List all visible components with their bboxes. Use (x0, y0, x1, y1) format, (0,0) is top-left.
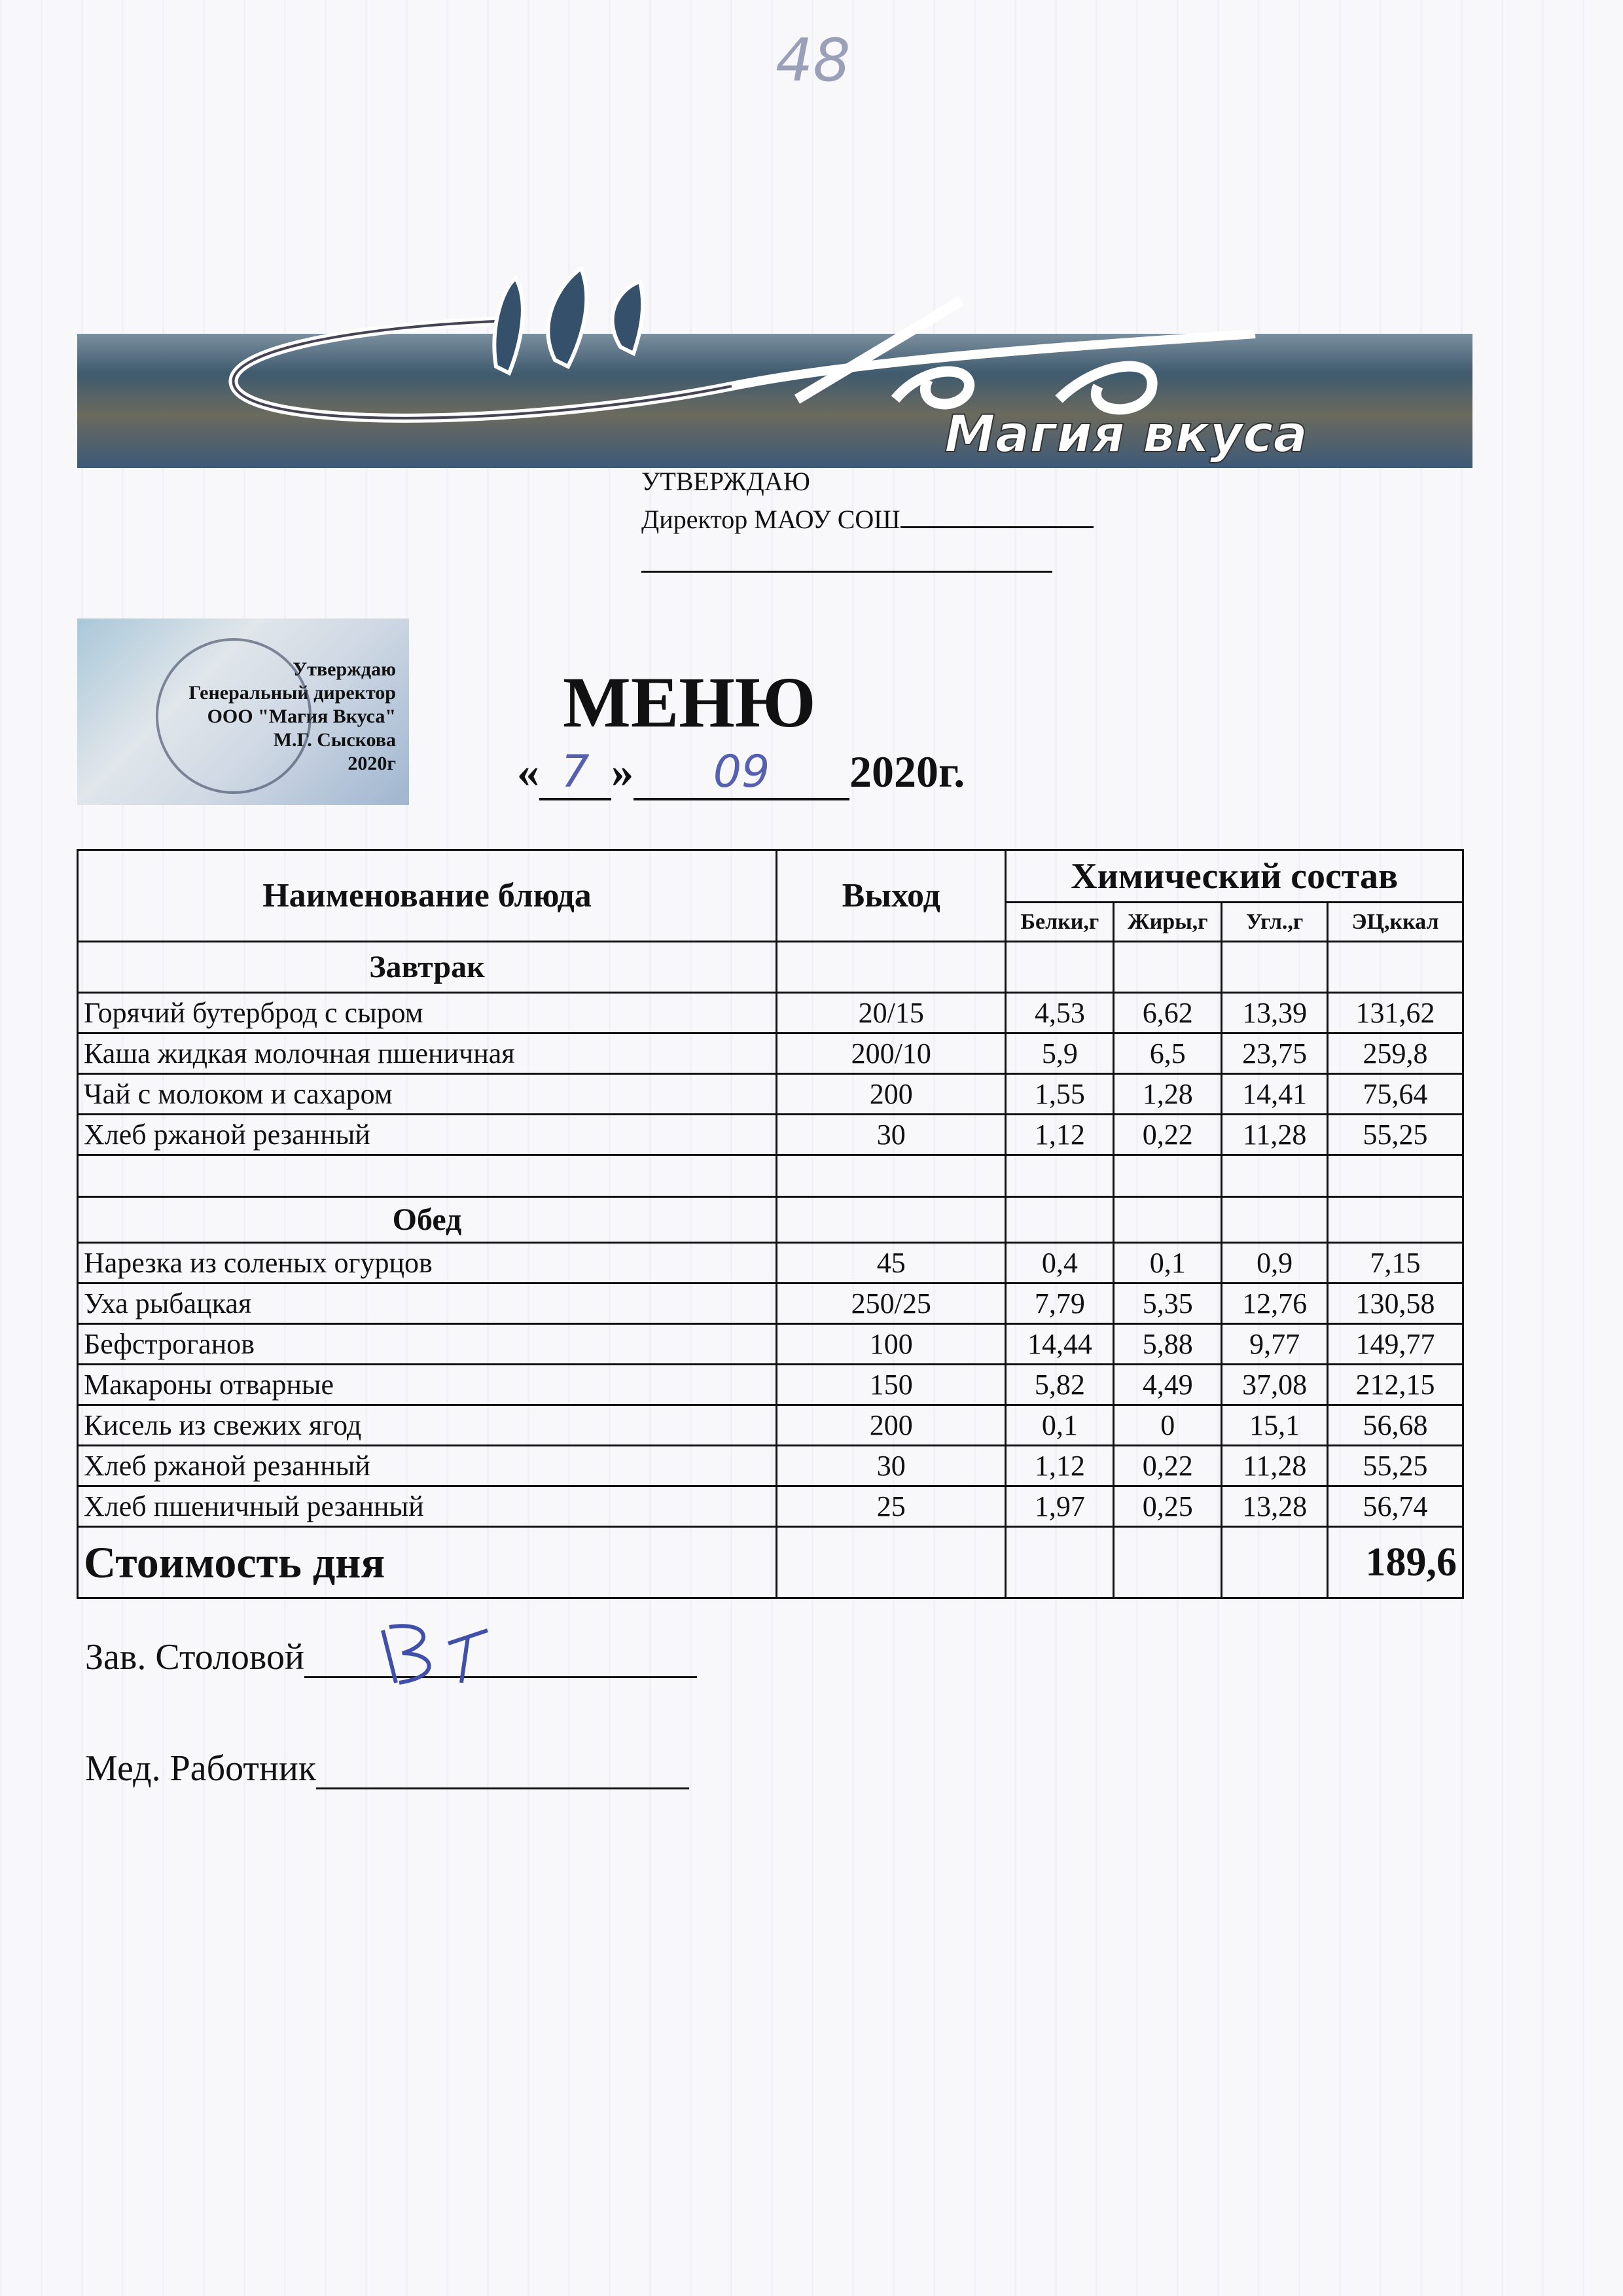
cell-output: 30 (776, 1446, 1005, 1486)
menu-title: МЕНЮ (563, 662, 816, 742)
table-row (78, 1446, 1463, 1486)
cell-carbs: 0,9 (1222, 1243, 1328, 1283)
cell-energy: 55,25 (1328, 1115, 1463, 1155)
header-name: Наименование блюда (78, 850, 777, 942)
cell-output: 150 (776, 1365, 1005, 1405)
cell-name: Бефстроганов (78, 1324, 777, 1365)
date-month: 09 (633, 746, 849, 800)
medic-label: Мед. Работник (85, 1748, 317, 1789)
cell-fat: 6,62 (1114, 993, 1222, 1033)
cell-fat: 0 (1114, 1405, 1222, 1446)
total-value: 189,6 (1328, 1527, 1463, 1598)
stamp-line: Генеральный директор (188, 682, 396, 704)
cell-fat: 4,49 (1114, 1365, 1222, 1405)
date-day: 7 (539, 746, 611, 800)
table-row (78, 1115, 1463, 1155)
cell-protein: 7,79 (1006, 1283, 1114, 1324)
cell-fat: 0,22 (1114, 1115, 1222, 1155)
director-label: Директор МАОУ СОШ (641, 505, 901, 534)
director-signature-line (641, 571, 1052, 573)
cell-carbs: 37,08 (1222, 1365, 1328, 1405)
cell-energy: 75,64 (1328, 1074, 1463, 1115)
cell-protein: 14,44 (1006, 1324, 1114, 1365)
section-breakfast: Завтрак (78, 942, 777, 993)
cell-protein: 1,97 (1006, 1486, 1114, 1527)
header-chem: Химический состав (1006, 850, 1463, 903)
cell-name: Хлеб ржаной резанный (78, 1115, 777, 1155)
cell-energy: 131,62 (1328, 993, 1463, 1033)
menu-date (517, 746, 965, 800)
cell-output: 30 (776, 1115, 1005, 1155)
cell-protein: 1,12 (1006, 1446, 1114, 1486)
total-row (78, 1527, 1463, 1598)
cell-fat: 0,25 (1114, 1486, 1222, 1527)
cell-output: 100 (776, 1324, 1005, 1365)
date-year: 2020г. (849, 747, 965, 797)
table-row (78, 993, 1463, 1033)
total-label: Стоимость дня (78, 1527, 777, 1598)
cell-carbs: 13,39 (1222, 993, 1328, 1033)
cell-energy: 56,74 (1328, 1486, 1463, 1527)
cell-protein: 4,53 (1006, 993, 1114, 1033)
cell-name: Макароны отварные (78, 1365, 777, 1405)
cell-protein: 5,82 (1006, 1365, 1114, 1405)
cell-output: 20/15 (776, 993, 1005, 1033)
cell-carbs: 12,76 (1222, 1283, 1328, 1324)
stamp-line: Утверждаю (293, 658, 396, 680)
header-output: Выход (776, 850, 1005, 942)
table-row (78, 1074, 1463, 1115)
cell-energy: 212,15 (1328, 1365, 1463, 1405)
cell-name: Каша жидкая молочная пшеничная (78, 1033, 777, 1074)
approval-director (641, 504, 1094, 535)
cell-carbs: 11,28 (1222, 1446, 1328, 1486)
table-row (78, 1033, 1463, 1074)
table-row (78, 1486, 1463, 1527)
breakfast-section (78, 942, 1463, 1155)
cell-output: 25 (776, 1486, 1005, 1527)
cell-fat: 1,28 (1114, 1074, 1222, 1115)
stamp-line: 2020г (348, 753, 396, 774)
cell-name: Нарезка из соленых огурцов (78, 1243, 777, 1283)
table-row (78, 1243, 1463, 1283)
cell-energy: 56,68 (1328, 1405, 1463, 1446)
approval-stamp (77, 619, 409, 805)
cell-energy: 130,58 (1328, 1283, 1463, 1324)
cell-protein: 0,1 (1006, 1405, 1114, 1446)
header-fat: Жиры,г (1114, 903, 1222, 942)
approval-title: УТВЕРЖДАЮ (641, 467, 810, 496)
cell-energy: 55,25 (1328, 1446, 1463, 1486)
medic-signature (85, 1748, 689, 1789)
table-row (78, 1324, 1463, 1365)
cell-carbs: 14,41 (1222, 1074, 1328, 1115)
cell-energy: 149,77 (1328, 1324, 1463, 1365)
stamp-line: М.Г. Сыскова (273, 729, 396, 751)
cell-name: Кисель из свежих ягод (78, 1405, 777, 1446)
cell-output: 200 (776, 1405, 1005, 1446)
cell-name: Чай с молоком и сахаром (78, 1074, 777, 1115)
cell-protein: 1,55 (1006, 1074, 1114, 1115)
cell-fat: 0,1 (1114, 1243, 1222, 1283)
cell-carbs: 23,75 (1222, 1033, 1328, 1074)
cell-protein: 0,4 (1006, 1243, 1114, 1283)
cell-output: 200 (776, 1074, 1005, 1115)
cell-fat: 5,35 (1114, 1283, 1222, 1324)
handwritten-signature (370, 1617, 501, 1689)
handwritten-page-number: 48 (776, 26, 851, 95)
cell-carbs: 9,77 (1222, 1324, 1328, 1365)
header-energy: ЭЦ,ккал (1328, 903, 1463, 942)
spacer (78, 1155, 1463, 1197)
cell-fat: 6,5 (1114, 1033, 1222, 1074)
section-lunch: Обед (78, 1197, 777, 1243)
header-carbs: Угл.,г (1222, 903, 1328, 942)
cell-name: Хлеб пшеничный резанный (78, 1486, 777, 1527)
date-quote-open: « (517, 747, 539, 797)
cell-energy: 259,8 (1328, 1033, 1463, 1074)
cell-fat: 0,22 (1114, 1446, 1222, 1486)
cell-fat: 5,88 (1114, 1324, 1222, 1365)
cell-carbs: 15,1 (1222, 1405, 1328, 1446)
date-quote-close: » (611, 747, 633, 797)
stamp-line: ООО "Магия Вкуса" (207, 706, 396, 727)
cell-carbs: 11,28 (1222, 1115, 1328, 1155)
cell-protein: 1,12 (1006, 1115, 1114, 1155)
cell-protein: 5,9 (1006, 1033, 1114, 1074)
cell-name: Горячий бутерброд с сыром (78, 993, 777, 1033)
cell-name: Хлеб ржаной резанный (78, 1446, 777, 1486)
header-protein: Белки,г (1006, 903, 1114, 942)
cell-output: 200/10 (776, 1033, 1005, 1074)
cell-carbs: 13,28 (1222, 1486, 1328, 1527)
signature-line (316, 1755, 689, 1789)
cell-output: 45 (776, 1243, 1005, 1283)
signature-line (304, 1643, 697, 1678)
company-logo (77, 262, 1472, 468)
table-row (78, 1365, 1463, 1405)
table-row (78, 1405, 1463, 1446)
cell-output: 250/25 (776, 1283, 1005, 1324)
canteen-head-label: Зав. Столовой (85, 1637, 304, 1677)
cell-name: Уха рыбацкая (78, 1283, 777, 1324)
round-seal (156, 638, 312, 794)
logo-brand-text: Магия вкуса (944, 405, 1308, 464)
menu-table (77, 849, 1464, 1599)
cell-energy: 7,15 (1328, 1243, 1463, 1283)
lunch-section (78, 1197, 1463, 1527)
canteen-head-signature (85, 1636, 697, 1678)
table-row (78, 1283, 1463, 1324)
